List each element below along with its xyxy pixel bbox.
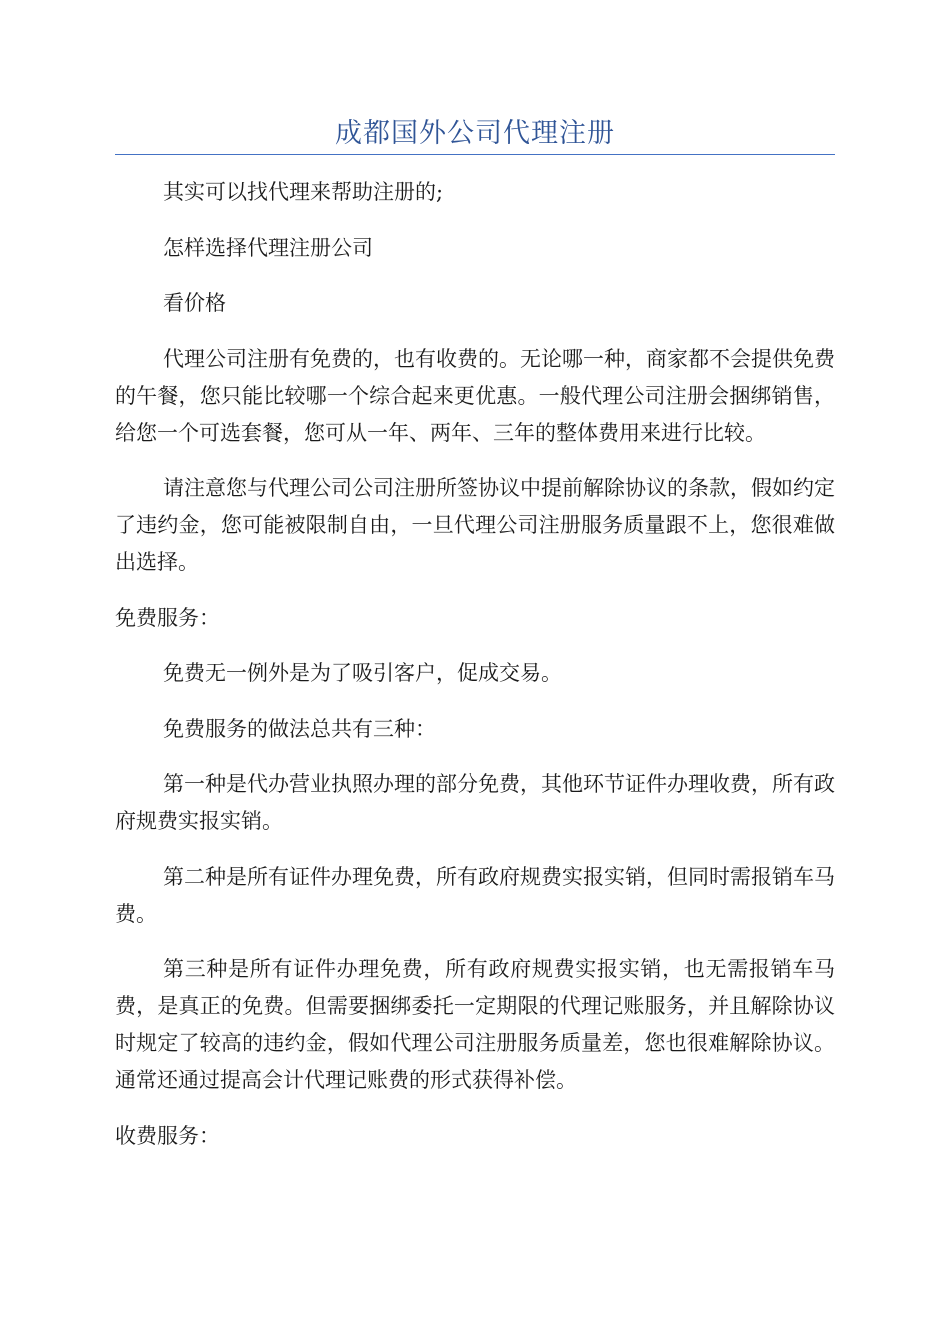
paragraph-termination-clause: 请注意您与代理公司公司注册所签协议中提前解除协议的条款，假如约定了违约金，您可能被限制自由，一旦代理公司注册服务质量跟不上，您很难做出选择。 [115,476,835,574]
paragraph-how-to-choose: 怎样选择代理注册公司 [163,235,373,260]
title-underline [115,154,835,155]
paragraph-method-three: 第三种是所有证件办理免费，所有政府规费实报实销，也无需报销车马费，是真正的免费。但需要捆绑委托一定期限的代理记账服务，并且解除协议时规定了较高的违约金，假如代理公司注册服务质量差，您也很难解除协议。通常还通过提高会计代理记账费的形式获得补偿。 [115,957,835,1092]
paragraph-method-two: 第二种是所有证件办理免费，所有政府规费实报实销，但同时需报销车马费。 [115,864,835,926]
paragraph-intro: 其实可以找代理来帮助注册的; [163,180,444,204]
paragraph-three-methods: 免费服务的做法总共有三种： [163,716,436,741]
paragraph-look-at-price: 看价格 [163,291,226,315]
section-heading-free-service: 免费服务： [115,605,220,630]
paragraph-free-purpose: 免费无一例外是为了吸引客户，促成交易。 [163,661,562,685]
document-title: 成都国外公司代理注册 [335,118,615,149]
paragraph-free-and-paid: 代理公司注册有免费的，也有收费的。无论哪一种，商家都不会提供免费的午餐，您只能比较哪一个综合起来更优惠。一般代理公司注册会捆绑销售，给您一个可选套餐，您可从一年、两年、三年的整体费用来进行比较。 [115,346,835,445]
paragraph-method-one: 第一种是代办营业执照办理的部分免费，其他环节证件办理收费，所有政府规费实报实销。 [115,772,835,833]
section-heading-paid-service: 收费服务： [115,1123,220,1148]
document-body [115,174,835,1173]
